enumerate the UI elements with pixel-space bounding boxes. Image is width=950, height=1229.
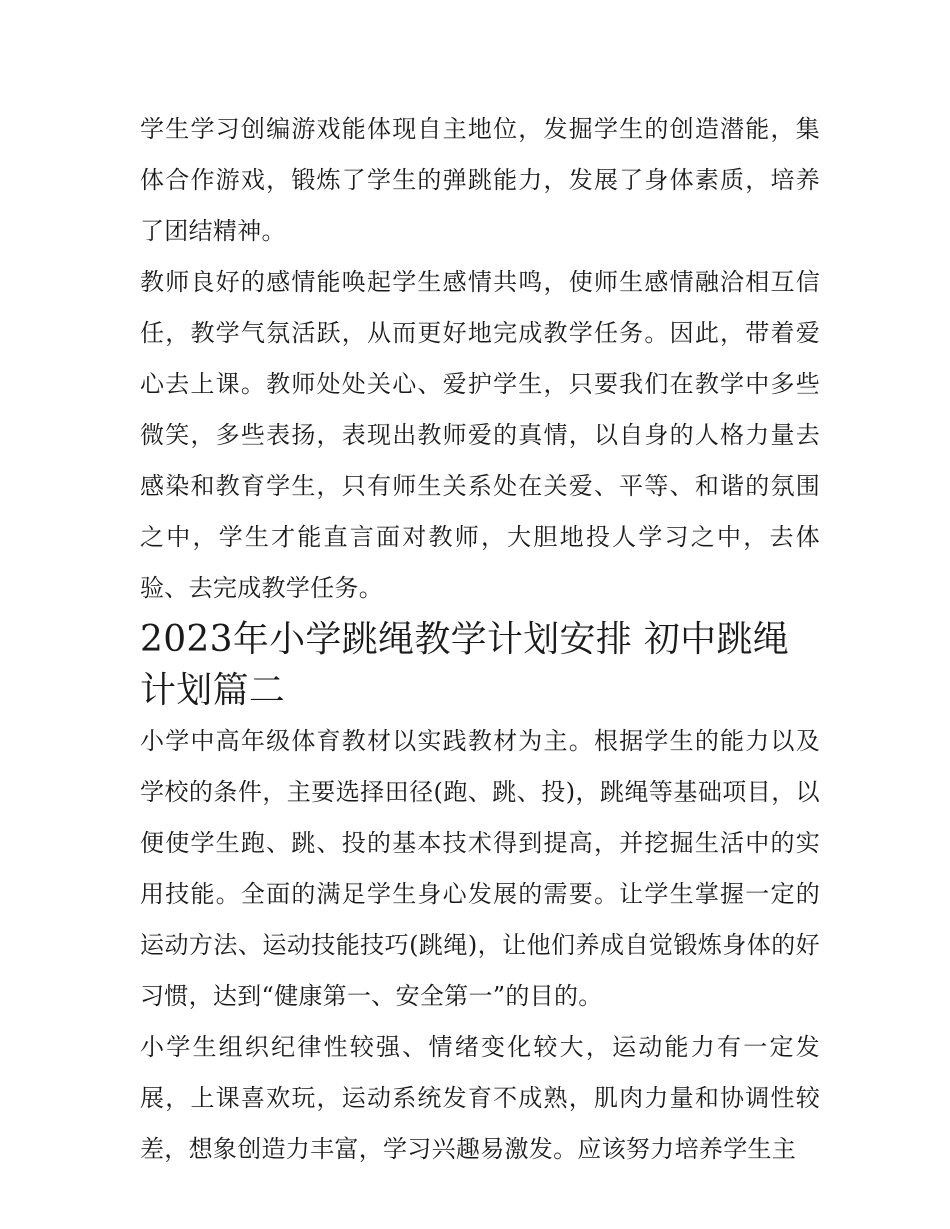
paragraph-creative-games: 学生学习创编游戏能体现自主地位，发掘学生的创造潜能，集体合作游戏，锻炼了学生的弹跳能力，发展了身体素质，培养了团结精神。 — [140, 115, 820, 245]
paragraph-curriculum: 小学中高年级体育教材以实践教材为主。根据学生的能力以及学校的条件，主要选择田径(跑、跳、投)，跳绳等基础项目，以便使学生跑、跳、投的基本技术得到提高，并挖掘生活中的实用技能。全面的满足学生身心发展的需要。让学生掌握一定的运动方法、运动技能技巧(跳绳)，让他们养成自觉锻炼身体的好习惯，达到“健康第一、安全第一”的目的。 — [140, 727, 820, 1010]
section-heading: 2023年小学跳绳教学计划安排 初中跳绳计划篇二 — [140, 619, 790, 711]
paragraph-student-traits: 小学生组织纪律性较强、情绪变化较大，运动能力有一定发展，上课喜欢玩，运动系统发育不成熟，肌肉力量和协调性较差，想象创造力丰富，学习兴趣易激发。应该努力培养学生主 — [140, 1033, 820, 1163]
document-body — [140, 104, 820, 1175]
paragraph-teacher-emotion: 教师良好的感情能唤起学生感情共鸣，使师生感情融洽相互信任，教学气氛活跃，从而更好地完成教学任务。因此，带着爱心去上课。教师处处关心、爱护学生，只要我们在教学中多些微笑，多些表扬，表现出教师爱的真情，以自身的人格力量去感染和教育学生，只有师生关系处在关爱、平等、和谐的氛围之中，学生才能直言面对教师，大胆地投人学习之中，去体验、去完成教学任务。 — [140, 268, 820, 602]
